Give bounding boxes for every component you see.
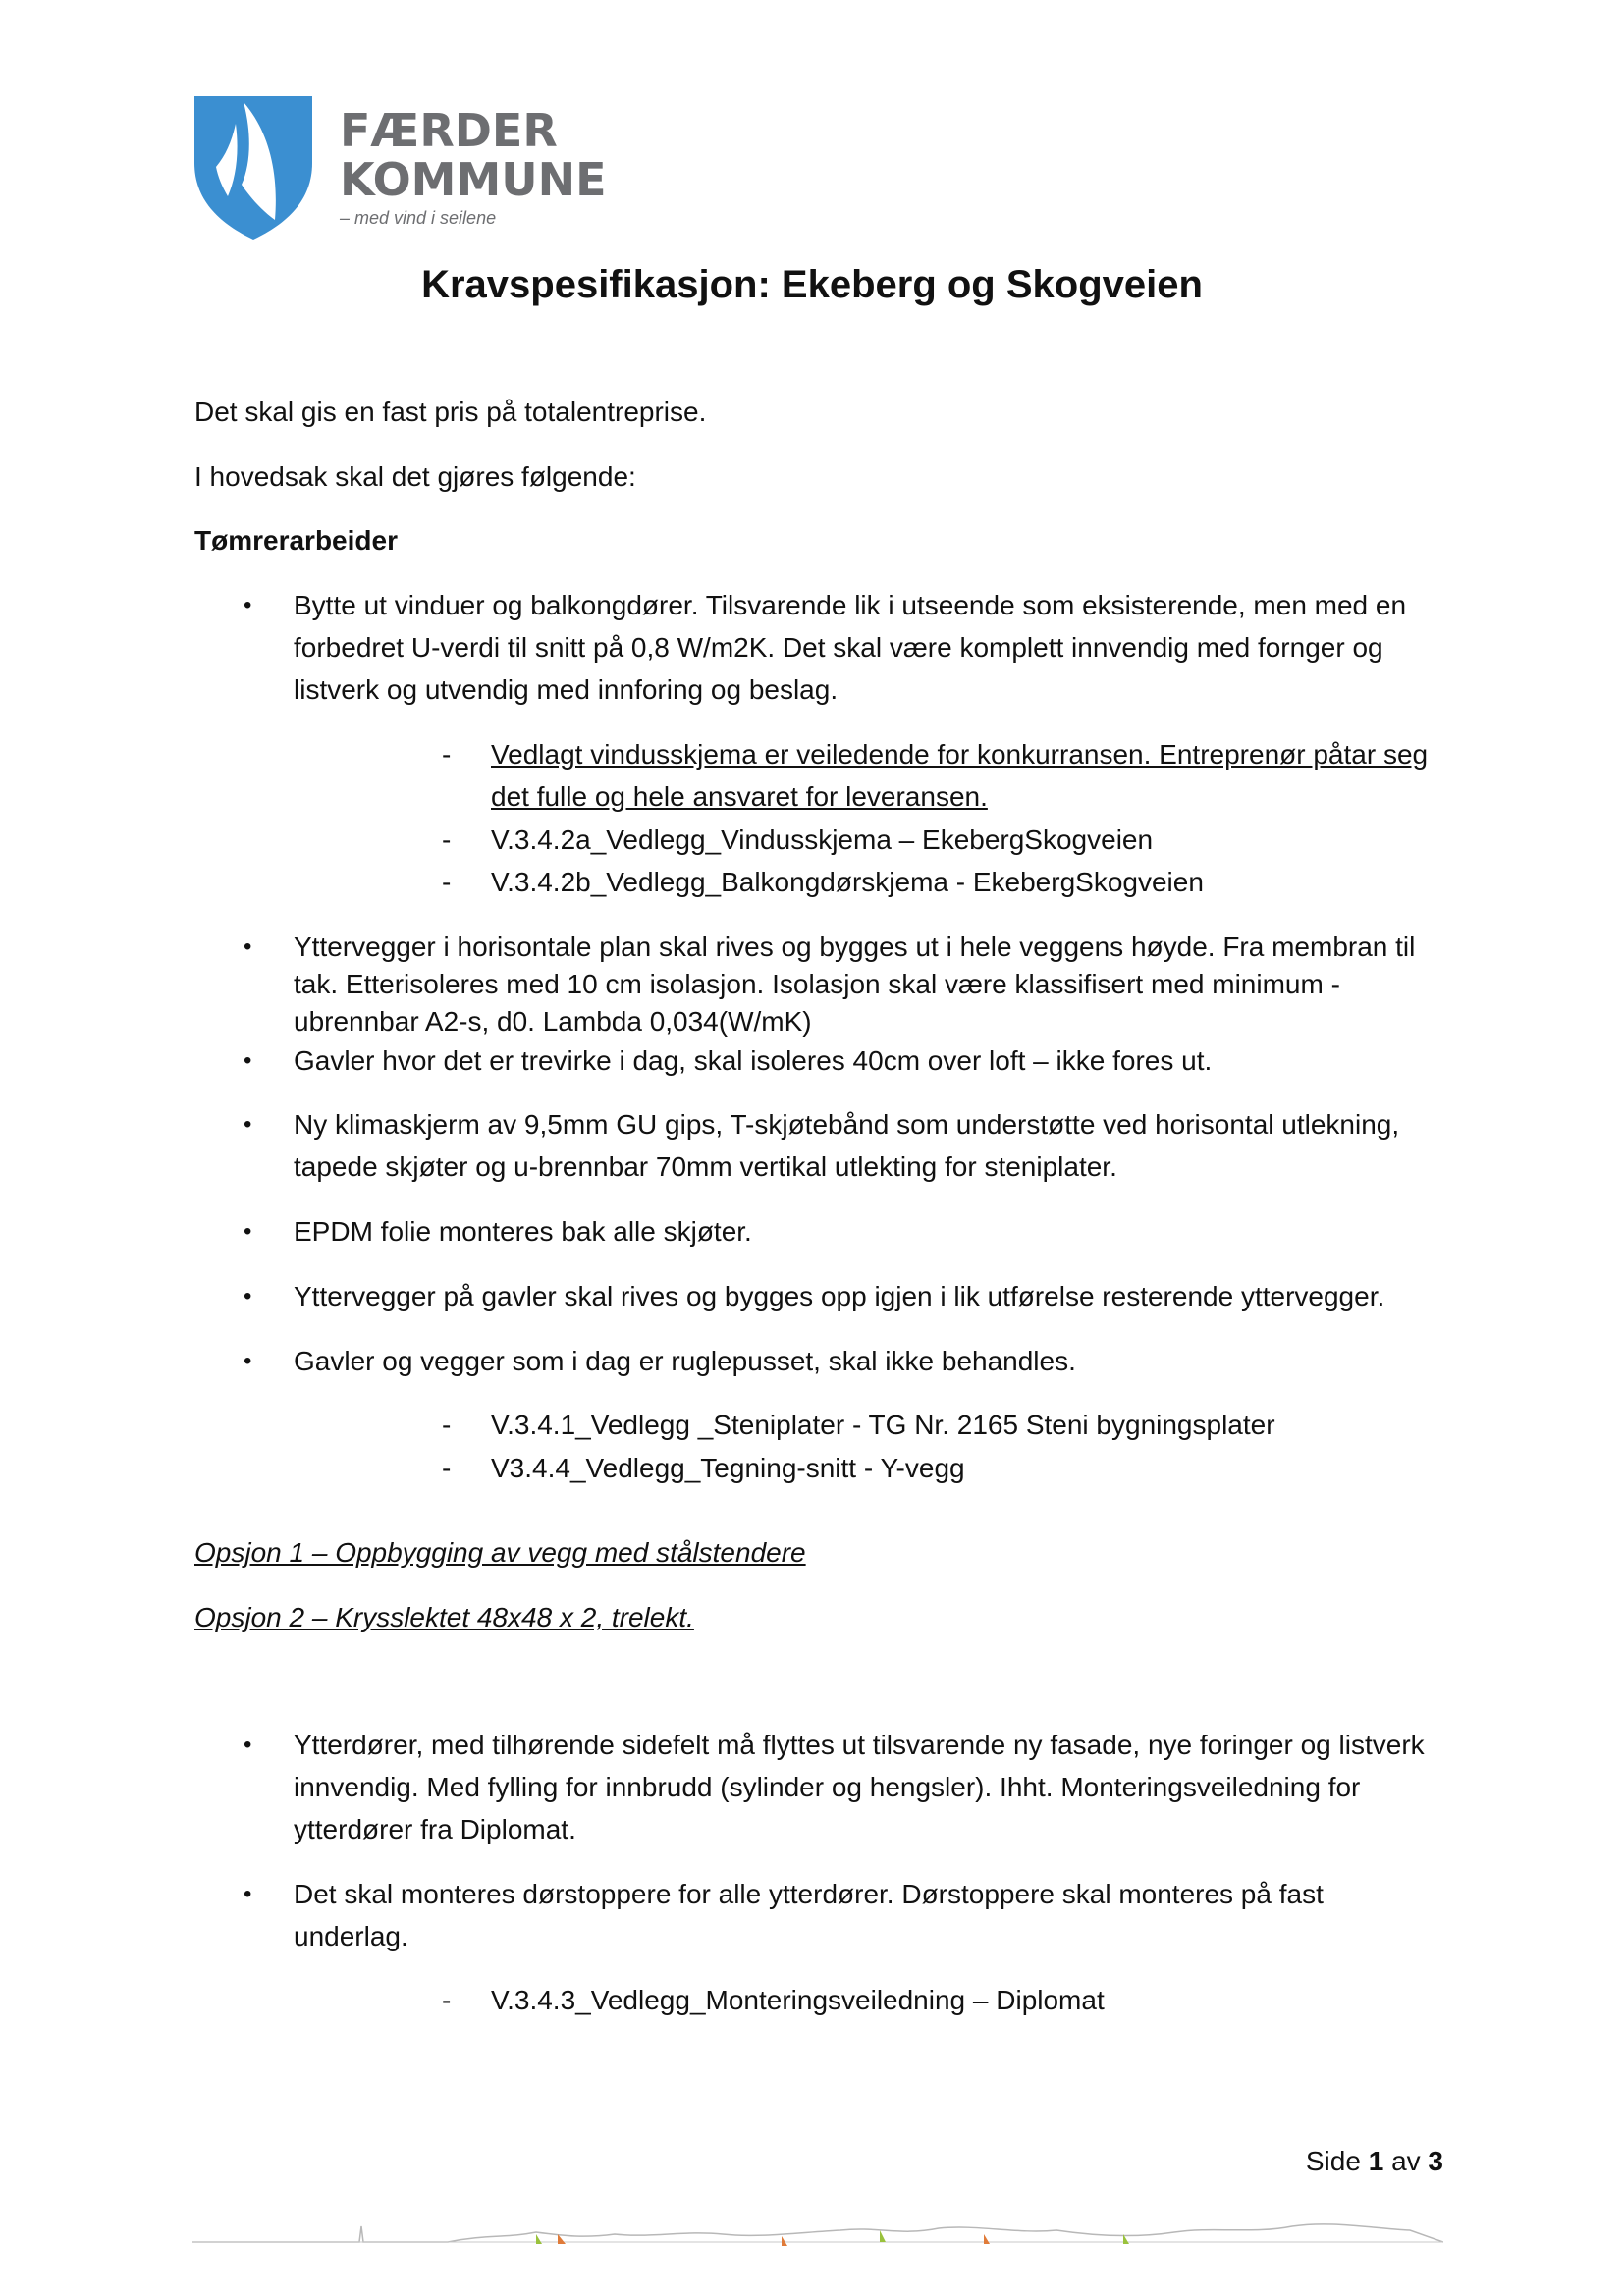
current-page: 1 xyxy=(1368,2146,1384,2176)
sub-item xyxy=(442,733,1453,818)
bullet-item xyxy=(194,1724,1441,1850)
bullet-item xyxy=(194,1340,1441,1382)
faerder-kommune-logo xyxy=(192,94,615,251)
bullet-icon: • xyxy=(244,1348,252,1374)
intro-line-1: Det skal gis en fast pris på totalentreprise. xyxy=(194,397,707,427)
bullet-text: Det skal monteres dørstoppere for alle ytterdører. Dørstoppere skal monteres på fast underlag. xyxy=(294,1879,1324,1951)
sub-item xyxy=(442,1979,1453,2021)
bullet-icon: • xyxy=(244,1732,252,1758)
bullet-text: EPDM folie monteres bak alle skjøter. xyxy=(294,1216,752,1247)
bullet-icon: • xyxy=(244,934,252,960)
dash-icon: - xyxy=(442,1410,452,1440)
document-title: Kravspesifikasjon: Ekeberg og Skogveien xyxy=(421,263,1203,306)
dash-icon: - xyxy=(442,739,452,770)
bullet-text: Gavler og vegger som i dag er ruglepusset, skal ikke behandles. xyxy=(294,1346,1076,1376)
bullet-icon: • xyxy=(244,1283,252,1309)
shield-sail-icon xyxy=(192,94,315,241)
bullet-icon: • xyxy=(244,1111,252,1138)
sub-text: V.3.4.2a_Vedlegg_Vindusskjema – EkebergSkogveien xyxy=(491,825,1154,855)
bullet-text: Ny klimaskjerm av 9,5mm GU gips, T-skjøtebånd som understøtte ved horisontal utlekning, tapede skjøter og u-brennbar 70mm vertikal utlekting for steniplater. xyxy=(294,1109,1400,1182)
coastline-decoration-icon xyxy=(192,2209,1443,2258)
bullet-item xyxy=(194,1210,1441,1253)
sub-item xyxy=(442,819,1453,861)
sub-item xyxy=(442,1447,1453,1489)
bullet-text: Gavler hvor det er trevirke i dag, skal isoleres 40cm over loft – ikke fores ut. xyxy=(294,1045,1213,1076)
logo-line2: KOMMUNE xyxy=(340,153,607,206)
dash-icon: - xyxy=(442,867,452,897)
bullet-item xyxy=(194,1873,1441,1957)
option-1: Opsjon 1 – Oppbygging av vegg med stålstendere xyxy=(194,1537,806,1568)
bullet-icon: • xyxy=(244,592,252,618)
bullet-icon: • xyxy=(244,1881,252,1907)
sub-text: V3.4.4_Vedlegg_Tegning-snitt - Y-vegg xyxy=(491,1453,965,1483)
sub-text: V.3.4.1_Vedlegg _Steniplater - TG Nr. 2165 Steni bygningsplater xyxy=(491,1410,1275,1440)
bullet-text: Yttervegger i horisontale plan skal rives og bygges ut i hele veggens høyde. Fra membran til tak. Etterisoleres med 10 cm isolasjon. Isolasjon skal være klassifisert med minimum - ubrennbar A2-s, d0. Lambda 0,034(W/mK) xyxy=(294,932,1416,1037)
sub-item xyxy=(442,861,1453,903)
bullet-item xyxy=(194,929,1441,1041)
logo-line1: FÆRDER xyxy=(340,104,558,157)
total-pages: 3 xyxy=(1428,2146,1443,2176)
bullet-item xyxy=(194,1275,1441,1317)
bullet-text: Ytterdører, med tilhørende sidefelt må flyttes ut tilsvarende ny fasade, nye foringer og listverk innvendig. Med fylling for innbrudd (sylinder og hengsler). Ihht. Monteringsveiledning for ytterdører fra Diplomat. xyxy=(294,1730,1425,1844)
page-number xyxy=(1306,2146,1443,2177)
logo-tagline: – med vind i seilene xyxy=(340,208,497,228)
sub-text: V.3.4.2b_Vedlegg_Balkongdørskjema - EkebergSkogveien xyxy=(491,867,1204,897)
bullet-text: Bytte ut vinduer og balkongdører. Tilsvarende lik i utseende som eksisterende, men med en forbedret U-verdi til snitt på 0,8 W/m2K. Det skal være komplett innvendig med fornger og listverk og utvendig med innforing og beslag. xyxy=(294,590,1407,705)
sub-item xyxy=(442,1404,1453,1446)
side-label: Side xyxy=(1305,2146,1361,2176)
option-2: Opsjon 2 – Krysslektet 48x48 x 2, trelekt. xyxy=(194,1602,694,1632)
sub-text: V.3.4.3_Vedlegg_Monteringsveiledning – Diplomat xyxy=(491,1985,1105,2015)
bullet-item xyxy=(194,1103,1441,1188)
dash-icon: - xyxy=(442,825,452,855)
bullet-item xyxy=(194,584,1441,711)
sub-text: Vedlagt vindusskjema er veiledende for konkurransen. Entreprenør påtar seg det fulle og hele ansvaret for leveransen. xyxy=(491,739,1429,812)
av-label: av xyxy=(1391,2146,1421,2176)
section-heading: Tømrerarbeider xyxy=(194,525,398,556)
bullet-item xyxy=(194,1040,1441,1082)
bullet-icon: • xyxy=(244,1047,252,1074)
bullet-text: Yttervegger på gavler skal rives og bygges opp igjen i lik utførelse resterende yttervegger. xyxy=(294,1281,1385,1311)
intro-line-2: I hovedsak skal det gjøres følgende: xyxy=(194,461,636,492)
dash-icon: - xyxy=(442,1985,452,2015)
dash-icon: - xyxy=(442,1453,452,1483)
bullet-icon: • xyxy=(244,1218,252,1245)
